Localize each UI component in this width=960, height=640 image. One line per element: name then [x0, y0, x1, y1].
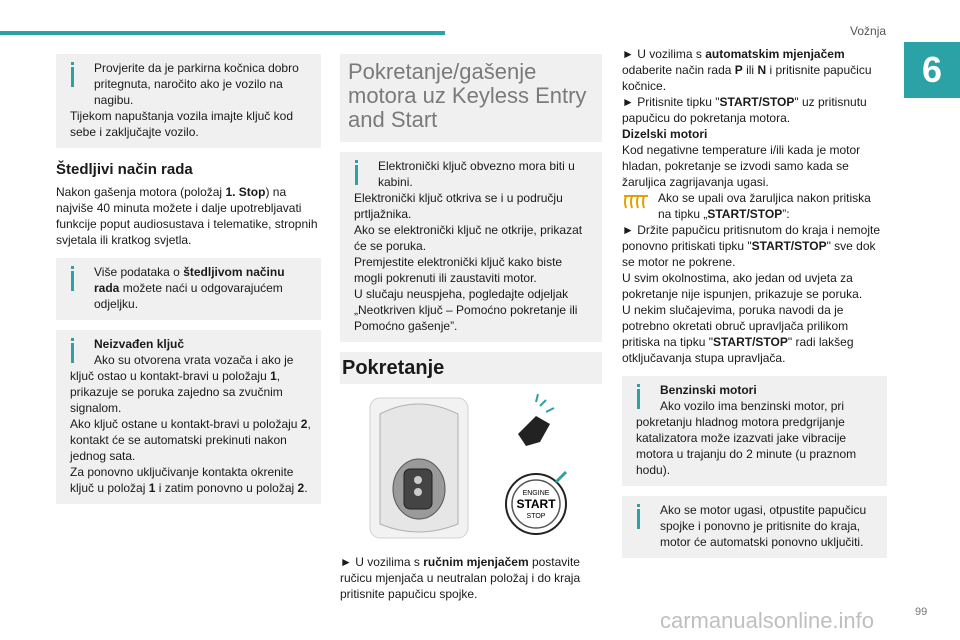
paragraph-steering: U nekim slučajevima, poruka navodi da je potrebno okretati obruč upravljača prilikom pritiska na tipku "START/STOP" radi lakšeg otključavanja stupa upravljača. — [622, 303, 854, 365]
note-text: Za ponovno uključivanje kontakta okrenite ključ u položaj 1 i zatim ponovno u položaj 2. — [70, 465, 308, 495]
note-parking-brake — [56, 54, 321, 148]
paragraph-press-start: ► Pritisnite tipku "START/STOP" uz pritisnutu papučicu do pokretanja motora. — [622, 95, 867, 125]
section-heading-box — [340, 54, 602, 142]
note-text: Elektronički ključ otkriva se i u području prtljažnika. — [354, 191, 563, 221]
glow-plug-row — [622, 190, 887, 222]
diesel-text: Kod negativne temperature i/ili kada je motor hladan, pokretanje se izvodi samo kada se žaruljica zagrijavanja ugasi. — [622, 143, 861, 189]
note-title: Benzinski motori — [660, 383, 757, 397]
paragraph-economy: Nakon gašenja motora (položaj 1. Stop) na najviše 40 minuta možete i dalje upotrebljavati funkcije poput audiosustava i telematike, stropnih svjetala ili kratkog svjetla. — [56, 185, 318, 247]
note-engine-stall — [622, 496, 887, 558]
paragraph-automatic: ► U vozilima s automatskim mjenjačem odaberite način rada P ili N i pritisnite papučicu kočnice. — [622, 47, 872, 93]
note-text: Ako vozilo ima benzinski motor, pri pokretanju hladnog motora predgrijanje katalizatora može izazvati jake vibracije motora u trajanju do 2 minute (u praznom hodu). — [636, 399, 857, 477]
note-title: Neizvađen ključ — [94, 337, 185, 351]
note-text: Elektronički ključ obvezno mora biti u kabini. — [378, 159, 575, 189]
note-key-left — [56, 330, 321, 504]
chapter-tab: 6 — [904, 42, 960, 98]
note-text: Provjerite da je parkirna kočnica dobro pritegnuta, naročito ako je vozilo na nagibu. — [94, 61, 299, 107]
paragraph-conditions: U svim okolnostima, ako jedan od uvjeta za pokretanje nije ispunjen, prikazuje se poruka. — [622, 271, 863, 301]
note-text: Tijekom napuštanja vozila imajte ključ kod sebe i zaključajte vozilo. — [70, 109, 293, 139]
note-text: Premjestite elektronički ključ kako biste mogli pokrenuti ili zaustaviti motor. — [354, 255, 563, 285]
middle-column — [340, 54, 602, 602]
arrow-icon — [556, 472, 566, 482]
note-electronic-key — [340, 152, 602, 342]
note-text: Ako ključ ostane u kontakt-bravi u položaju 2, kontakt će se automatski prekinuti nakon jednog sata. — [70, 417, 311, 463]
glow-plug-icon — [622, 192, 652, 214]
heading-economy-mode: Štedljivi način rada — [56, 161, 193, 178]
button-label-stop: STOP — [526, 513, 546, 520]
note-text: Više podataka o štedljivom načinu rada možete naći u odgovarajućem odjeljku. — [94, 265, 285, 311]
note-text: U slučaju neuspjeha, pogledajte odjeljak „Neotkriven ključ – Pomoćno pokretanje ili Pomoćno gašenje”. — [354, 287, 578, 333]
info-icon — [632, 384, 646, 412]
diesel-heading: Dizelski motori — [622, 127, 708, 141]
paragraph-manual-gearbox: ► U vozilima s ručnim mjenjačem postavite ručicu mjenjača u neutralan položaj i do kraja pritisnite papučicu spojke. — [340, 555, 581, 601]
hand-icon — [518, 416, 550, 446]
note-petrol-engines — [622, 376, 887, 486]
section-heading: Pokretanje/gašenje motora uz Keyless Entry and Start — [348, 59, 587, 132]
button-label-engine: ENGINE — [522, 490, 550, 497]
top-bar — [0, 0, 960, 40]
info-icon — [66, 62, 80, 90]
note-text: Ako se motor ugasi, otpustite papučicu spojke i ponovno je pritisnite do kraja, motor će automatski ponovno uključiti. — [660, 503, 867, 549]
subheading-start: Pokretanje — [340, 352, 602, 384]
info-icon — [66, 266, 80, 294]
press-arrow-icon — [536, 394, 554, 412]
note-text: Ako su otvorena vrata vozača i ako je ključ ostao u kontakt-bravi u položaju 1, prikazuje se poruka zajedno sa zvučnim signalom. — [70, 353, 294, 415]
info-icon — [66, 338, 80, 366]
note-text: Ako se elektronički ključ ne otkrije, prikazat će se poruka. — [354, 223, 583, 253]
section-title: Vožnja — [850, 24, 887, 38]
info-icon — [350, 160, 364, 188]
page-number: 99 — [915, 606, 928, 618]
left-column — [56, 54, 321, 514]
car-key-illustration — [340, 394, 602, 544]
glow-plug-text: Ako se upali ova žaruljica nakon pritiska na tipku „START/STOP”: — [658, 191, 871, 221]
header-rule — [0, 31, 445, 35]
start-illustration — [340, 394, 602, 544]
info-icon — [632, 504, 646, 532]
watermark: carmanualsonline.info — [660, 608, 875, 633]
right-column — [622, 46, 887, 568]
paragraph-hold-pedal: ► Držite papučicu pritisnutom do kraja i nemojte ponovno pritiskati tipku "START/STOP" sve dok se motor ne pokrene. — [622, 223, 880, 269]
note-economy-more — [56, 258, 321, 320]
button-label-start: START — [516, 497, 556, 511]
